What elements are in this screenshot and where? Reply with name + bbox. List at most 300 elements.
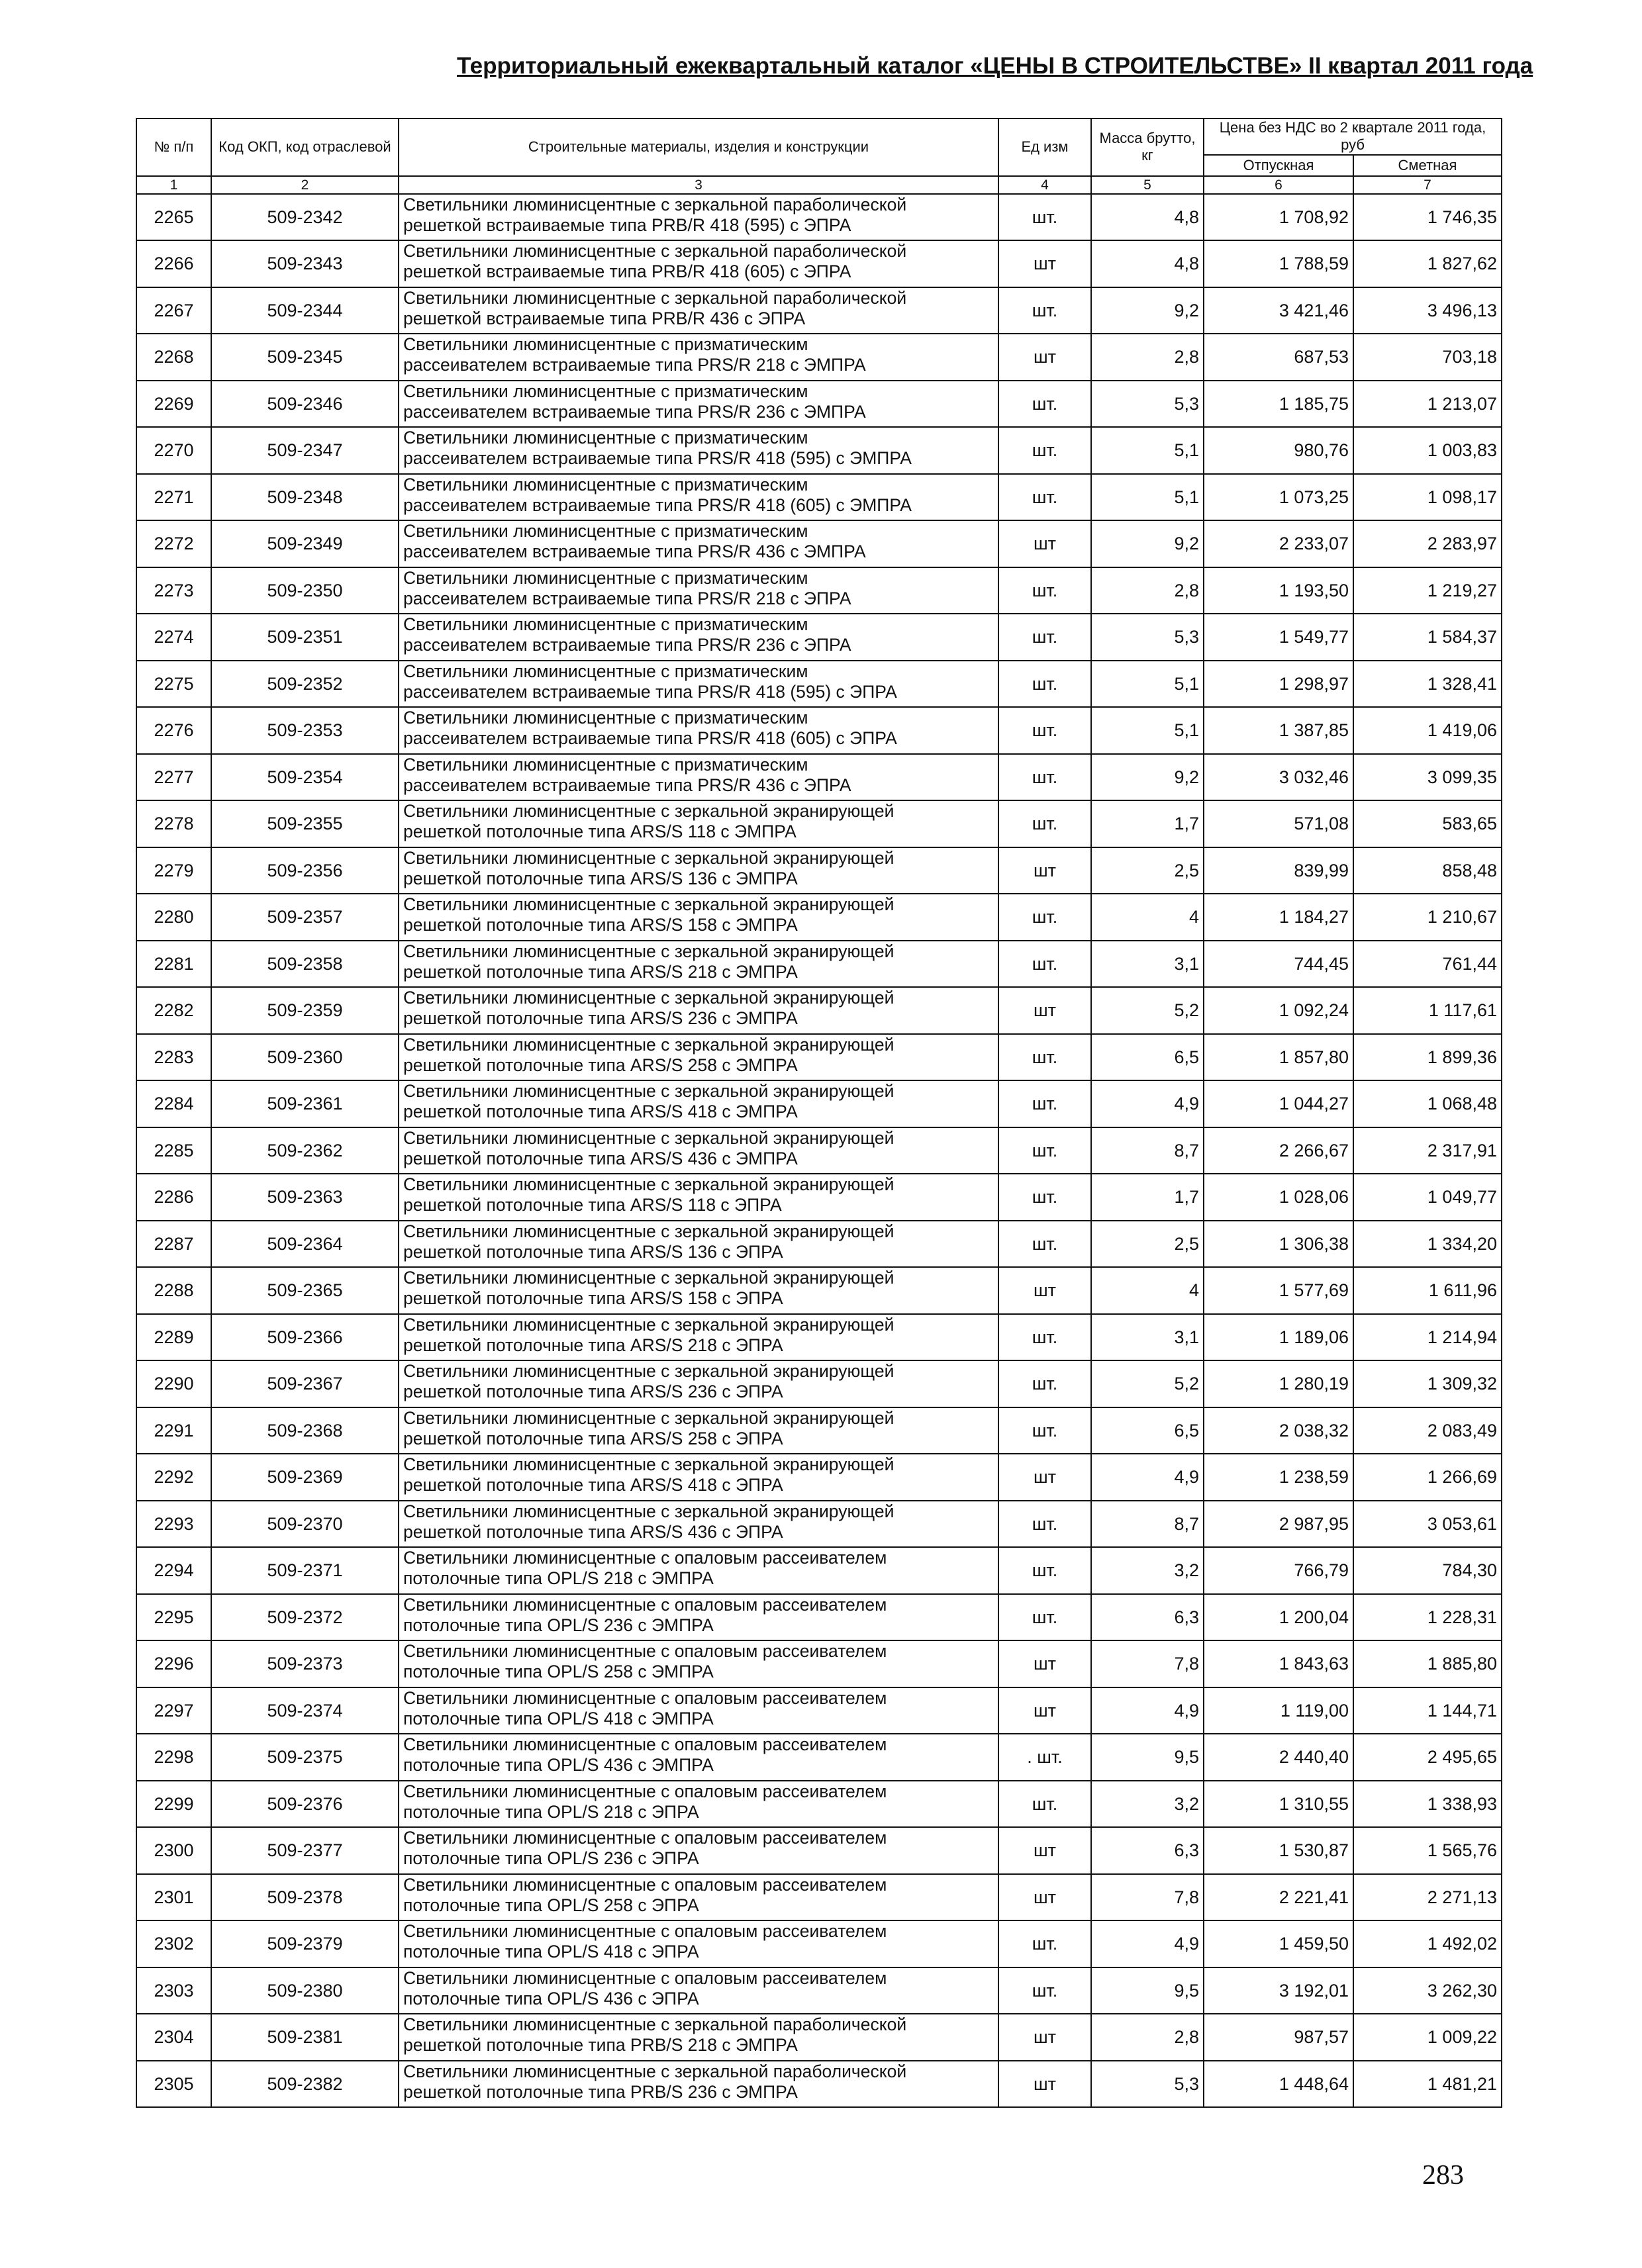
- row-description: [399, 614, 998, 661]
- description-line: решеткой потолочные типа ARS/S 436 с ЭМПРА: [403, 1148, 798, 1168]
- row-price-release: 2 233,07: [1204, 520, 1353, 567]
- row-unit: шт.: [998, 894, 1091, 941]
- table-row: [136, 1827, 1502, 1874]
- row-unit: шт.: [998, 1547, 1091, 1594]
- row-number: 2286: [136, 1174, 211, 1221]
- row-number: 2282: [136, 987, 211, 1034]
- description-line: Светильники люминисцентные с зеркальной экранирующей: [403, 1174, 894, 1195]
- row-code: 509-2363: [211, 1174, 399, 1221]
- table-row: [136, 800, 1502, 847]
- row-description: [399, 2061, 998, 2108]
- description-line: решеткой потолочные типа ARS/S 418 с ЭПРА: [403, 1475, 783, 1495]
- row-code: 509-2353: [211, 707, 399, 754]
- row-mass: 6,3: [1091, 1827, 1204, 1874]
- row-price-release: 987,57: [1204, 2014, 1353, 2061]
- row-code: 509-2343: [211, 240, 399, 287]
- table-row: [136, 194, 1502, 241]
- row-number: 2284: [136, 1080, 211, 1127]
- row-number: 2295: [136, 1594, 211, 1641]
- description-line: решеткой потолочные типа ARS/S 218 с ЭМПРА: [403, 961, 798, 982]
- header-price-estimate: Сметная: [1353, 155, 1502, 176]
- row-code: 509-2356: [211, 847, 399, 894]
- row-code: 509-2344: [211, 287, 399, 334]
- table-row: [136, 1034, 1502, 1081]
- description-line: рассеивателем встраиваемые типа PRS/R 218 с ЭМПРА: [403, 355, 866, 375]
- row-description: [399, 1221, 998, 1268]
- row-code: 509-2375: [211, 1734, 399, 1781]
- row-description: [399, 1127, 998, 1174]
- row-unit: шт.: [998, 1174, 1091, 1221]
- row-number: 2278: [136, 800, 211, 847]
- row-description: [399, 194, 998, 241]
- row-number: 2293: [136, 1501, 211, 1548]
- row-price-estimate: 1 144,71: [1353, 1687, 1502, 1734]
- table-row: [136, 614, 1502, 661]
- row-unit: шт.: [998, 194, 1091, 241]
- column-number: 7: [1353, 176, 1502, 194]
- description-line: рассеивателем встраиваемые типа PRS/R 418 (605) с ЭПРА: [403, 728, 897, 749]
- row-price-estimate: 1 219,27: [1353, 567, 1502, 614]
- table-row: [136, 334, 1502, 381]
- row-code: 509-2373: [211, 1640, 399, 1687]
- description-line: решеткой потолочные типа ARS/S 236 с ЭПРА: [403, 1382, 783, 1402]
- row-mass: 1,7: [1091, 800, 1204, 847]
- description-line: решеткой потолочные типа ARS/S 258 с ЭПРА: [403, 1428, 783, 1448]
- table-row: [136, 1920, 1502, 1967]
- row-price-release: 3 192,01: [1204, 1967, 1353, 2014]
- description-line: Светильники люминисцентные с опаловым рассеивателем: [403, 1594, 887, 1615]
- row-price-release: 1 708,92: [1204, 194, 1353, 241]
- description-line: Светильники люминисцентные с зеркальной экранирующей: [403, 1361, 894, 1382]
- row-price-estimate: 3 496,13: [1353, 287, 1502, 334]
- row-mass: 2,5: [1091, 1221, 1204, 1268]
- description-line: решеткой потолочные типа ARS/S 158 с ЭМПРА: [403, 915, 798, 935]
- row-unit: шт.: [998, 1920, 1091, 1967]
- row-mass: 9,2: [1091, 520, 1204, 567]
- row-mass: 4,9: [1091, 1920, 1204, 1967]
- description-line: Светильники люминисцентные с призматическим: [403, 567, 808, 588]
- row-price-release: 571,08: [1204, 800, 1353, 847]
- row-unit: шт.: [998, 1781, 1091, 1828]
- row-price-release: 766,79: [1204, 1547, 1353, 1594]
- description-line: решеткой потолочные типа ARS/S 136 с ЭПРА: [403, 1241, 783, 1262]
- row-price-estimate: 2 271,13: [1353, 1874, 1502, 1921]
- description-line: решеткой потолочные типа ARS/S 418 с ЭМПРА: [403, 1102, 798, 1122]
- description-line: Светильники люминисцентные с зеркальной параболической: [403, 287, 907, 308]
- column-number: 3: [399, 176, 998, 194]
- row-description: [399, 1407, 998, 1454]
- row-code: 509-2347: [211, 427, 399, 474]
- row-description: [399, 800, 998, 847]
- row-description: [399, 894, 998, 941]
- description-line: Светильники люминисцентные с призматическим: [403, 474, 808, 495]
- row-mass: 8,7: [1091, 1501, 1204, 1548]
- row-price-estimate: 784,30: [1353, 1547, 1502, 1594]
- description-line: решеткой потолочные типа ARS/S 258 с ЭМПРА: [403, 1055, 798, 1075]
- description-line: Светильники люминисцентные с зеркальной экранирующей: [403, 1127, 894, 1148]
- description-line: потолочные типа OPL/S 218 с ЭМПРА: [403, 1568, 714, 1589]
- row-price-release: 2 038,32: [1204, 1407, 1353, 1454]
- row-price-release: 1 044,27: [1204, 1080, 1353, 1127]
- table-row: [136, 2014, 1502, 2061]
- description-line: Светильники люминисцентные с опаловым рассеивателем: [403, 1548, 887, 1568]
- row-price-release: 1 788,59: [1204, 240, 1353, 287]
- row-number: 2292: [136, 1454, 211, 1501]
- row-price-estimate: 1 899,36: [1353, 1034, 1502, 1081]
- row-price-release: 1 448,64: [1204, 2061, 1353, 2108]
- row-code: 509-2351: [211, 614, 399, 661]
- row-mass: 2,8: [1091, 567, 1204, 614]
- row-price-release: 2 266,67: [1204, 1127, 1353, 1174]
- table-row: [136, 381, 1502, 428]
- row-price-release: 1 185,75: [1204, 381, 1353, 428]
- row-code: 509-2376: [211, 1781, 399, 1828]
- header-unit: Ед изм: [998, 118, 1091, 176]
- description-line: Светильники люминисцентные с зеркальной экранирующей: [403, 1501, 894, 1521]
- row-price-estimate: 858,48: [1353, 847, 1502, 894]
- row-code: 509-2380: [211, 1967, 399, 2014]
- row-description: [399, 754, 998, 801]
- row-number: 2280: [136, 894, 211, 941]
- row-price-estimate: 703,18: [1353, 334, 1502, 381]
- description-line: рассеивателем встраиваемые типа PRS/R 236 с ЭПРА: [403, 635, 851, 655]
- row-mass: 6,3: [1091, 1594, 1204, 1641]
- row-description: [399, 427, 998, 474]
- table-row: [136, 847, 1502, 894]
- row-unit: шт: [998, 987, 1091, 1034]
- row-number: 2290: [136, 1360, 211, 1407]
- row-code: 509-2372: [211, 1594, 399, 1641]
- row-number: 2275: [136, 661, 211, 708]
- row-code: 509-2370: [211, 1501, 399, 1548]
- row-description: [399, 1267, 998, 1314]
- row-mass: 5,2: [1091, 987, 1204, 1034]
- description-line: Светильники люминисцентные с призматическим: [403, 428, 808, 448]
- row-unit: шт: [998, 240, 1091, 287]
- header-price-release: Отпускная: [1204, 155, 1353, 176]
- row-number: 2269: [136, 381, 211, 428]
- row-unit: шт.: [998, 941, 1091, 988]
- row-price-estimate: 2 083,49: [1353, 1407, 1502, 1454]
- row-description: [399, 1547, 998, 1594]
- row-description: [399, 1781, 998, 1828]
- row-code: 509-2349: [211, 520, 399, 567]
- row-mass: 4,9: [1091, 1080, 1204, 1127]
- row-unit: шт.: [998, 661, 1091, 708]
- row-unit: шт.: [998, 1501, 1091, 1548]
- table-row: [136, 1454, 1502, 1501]
- table-row: [136, 1734, 1502, 1781]
- row-unit: шт: [998, 1454, 1091, 1501]
- row-price-release: 2 440,40: [1204, 1734, 1353, 1781]
- row-mass: 8,7: [1091, 1127, 1204, 1174]
- table-row: [136, 1267, 1502, 1314]
- table-row: [136, 2061, 1502, 2108]
- row-number: 2266: [136, 240, 211, 287]
- row-mass: 5,1: [1091, 474, 1204, 521]
- row-unit: шт: [998, 2061, 1091, 2108]
- description-line: потолочные типа OPL/S 236 с ЭПРА: [403, 1848, 699, 1869]
- row-unit: шт.: [998, 1407, 1091, 1454]
- header-mass: Масса брутто, кг: [1091, 118, 1204, 176]
- row-price-estimate: 2 317,91: [1353, 1127, 1502, 1174]
- row-price-estimate: 761,44: [1353, 941, 1502, 988]
- description-line: рассеивателем встраиваемые типа PRS/R 418 (595) с ЭПРА: [403, 681, 897, 702]
- description-line: потолочные типа OPL/S 218 с ЭПРА: [403, 1801, 699, 1822]
- row-number: 2288: [136, 1267, 211, 1314]
- description-line: Светильники люминисцентные с зеркальной экранирующей: [403, 1407, 894, 1428]
- description-line: потолочные типа OPL/S 418 с ЭПРА: [403, 1942, 699, 1962]
- row-code: 509-2382: [211, 2061, 399, 2108]
- table-row: [136, 474, 1502, 521]
- table-row: [136, 661, 1502, 708]
- row-number: 2287: [136, 1221, 211, 1268]
- row-description: [399, 661, 998, 708]
- row-price-estimate: 1 584,37: [1353, 614, 1502, 661]
- row-description: [399, 1827, 998, 1874]
- description-line: Светильники люминисцентные с призматическим: [403, 708, 808, 728]
- column-number: 2: [211, 176, 399, 194]
- row-price-release: 1 857,80: [1204, 1034, 1353, 1081]
- description-line: Светильники люминисцентные с зеркальной экранирующей: [403, 847, 894, 868]
- table-row: [136, 1967, 1502, 2014]
- row-code: 509-2352: [211, 661, 399, 708]
- row-price-estimate: 1 334,20: [1353, 1221, 1502, 1268]
- table-row: [136, 1407, 1502, 1454]
- row-price-estimate: 1 611,96: [1353, 1267, 1502, 1314]
- description-line: Светильники люминисцентные с зеркальной экранирующей: [403, 1268, 894, 1288]
- row-mass: 4,9: [1091, 1454, 1204, 1501]
- row-price-estimate: 1 210,67: [1353, 894, 1502, 941]
- row-price-estimate: 1 098,17: [1353, 474, 1502, 521]
- row-price-estimate: 1 049,77: [1353, 1174, 1502, 1221]
- row-price-release: 1 577,69: [1204, 1267, 1353, 1314]
- table-row: [136, 240, 1502, 287]
- table-row: [136, 1221, 1502, 1268]
- row-unit: шт: [998, 334, 1091, 381]
- description-line: потолочные типа OPL/S 436 с ЭМПРА: [403, 1755, 714, 1775]
- row-code: 509-2379: [211, 1920, 399, 1967]
- row-price-release: 1 549,77: [1204, 614, 1353, 661]
- row-unit: шт.: [998, 800, 1091, 847]
- row-price-estimate: 1 338,93: [1353, 1781, 1502, 1828]
- row-mass: 3,2: [1091, 1781, 1204, 1828]
- row-description: [399, 1034, 998, 1081]
- row-number: 2273: [136, 567, 211, 614]
- description-line: решеткой потолочные типа ARS/S 218 с ЭПРА: [403, 1335, 783, 1355]
- row-number: 2268: [136, 334, 211, 381]
- description-line: решеткой потолочные типа ARS/S 136 с ЭМПРА: [403, 868, 798, 888]
- description-line: Светильники люминисцентные с зеркальной экранирующей: [403, 801, 894, 822]
- description-line: решеткой потолочные типа ARS/S 436 с ЭПРА: [403, 1521, 783, 1542]
- row-price-release: 2 221,41: [1204, 1874, 1353, 1921]
- description-line: потолочные типа OPL/S 436 с ЭПРА: [403, 1988, 699, 2008]
- row-code: 509-2360: [211, 1034, 399, 1081]
- description-line: решеткой встраиваемые типа PRB/R 418 (595) с ЭПРА: [403, 214, 851, 235]
- row-mass: 4: [1091, 1267, 1204, 1314]
- row-description: [399, 847, 998, 894]
- description-line: Светильники люминисцентные с зеркальной параболической: [403, 241, 907, 261]
- row-number: 2298: [136, 1734, 211, 1781]
- row-price-release: 1 306,38: [1204, 1221, 1353, 1268]
- description-line: Светильники люминисцентные с зеркальной экранирующей: [403, 1034, 894, 1055]
- row-code: 509-2362: [211, 1127, 399, 1174]
- description-line: Светильники люминисцентные с зеркальной экранирующей: [403, 1454, 894, 1475]
- row-mass: 4,8: [1091, 240, 1204, 287]
- row-price-release: 980,76: [1204, 427, 1353, 474]
- row-price-estimate: 1 328,41: [1353, 661, 1502, 708]
- row-price-release: 1 530,87: [1204, 1827, 1353, 1874]
- row-mass: 5,3: [1091, 381, 1204, 428]
- description-line: Светильники люминисцентные с зеркальной экранирующей: [403, 894, 894, 915]
- row-price-release: 687,53: [1204, 334, 1353, 381]
- row-description: [399, 1967, 998, 2014]
- row-code: 509-2354: [211, 754, 399, 801]
- description-line: Светильники люминисцентные с опаловым рассеивателем: [403, 1687, 887, 1708]
- table-row: [136, 1640, 1502, 1687]
- description-line: Светильники люминисцентные с опаловым рассеивателем: [403, 1921, 887, 1942]
- row-price-release: 1 119,00: [1204, 1687, 1353, 1734]
- description-line: рассеивателем встраиваемые типа PRS/R 418 (595) с ЭМПРА: [403, 448, 912, 469]
- table-row: [136, 287, 1502, 334]
- row-unit: шт: [998, 1640, 1091, 1687]
- column-number: 6: [1204, 176, 1353, 194]
- row-code: 509-2367: [211, 1360, 399, 1407]
- description-line: Светильники люминисцентные с опаловым рассеивателем: [403, 1874, 887, 1895]
- table-row: [136, 1127, 1502, 1174]
- description-line: Светильники люминисцентные с опаловым рассеивателем: [403, 1828, 887, 1848]
- row-code: 509-2369: [211, 1454, 399, 1501]
- row-number: 2281: [136, 941, 211, 988]
- row-code: 509-2350: [211, 567, 399, 614]
- row-number: 2283: [136, 1034, 211, 1081]
- page-number: 283: [1422, 2160, 1464, 2191]
- row-mass: 5,3: [1091, 614, 1204, 661]
- row-price-release: 1 200,04: [1204, 1594, 1353, 1641]
- row-price-estimate: 3 099,35: [1353, 754, 1502, 801]
- description-line: Светильники люминисцентные с опаловым рассеивателем: [403, 1781, 887, 1801]
- row-code: 509-2355: [211, 800, 399, 847]
- row-unit: шт.: [998, 474, 1091, 521]
- row-mass: 2,8: [1091, 2014, 1204, 2061]
- row-unit: шт: [998, 520, 1091, 567]
- row-code: 509-2348: [211, 474, 399, 521]
- row-price-estimate: 1 117,61: [1353, 987, 1502, 1034]
- row-code: 509-2381: [211, 2014, 399, 2061]
- table-row: [136, 1687, 1502, 1734]
- row-mass: 4,9: [1091, 1687, 1204, 1734]
- column-number: 1: [136, 176, 211, 194]
- row-unit: шт.: [998, 1034, 1091, 1081]
- description-line: рассеивателем встраиваемые типа PRS/R 436 с ЭМПРА: [403, 542, 866, 562]
- row-price-estimate: 1 003,83: [1353, 427, 1502, 474]
- row-mass: 5,2: [1091, 1360, 1204, 1407]
- row-description: [399, 1360, 998, 1407]
- row-price-estimate: 1 214,94: [1353, 1314, 1502, 1361]
- row-price-estimate: 1 885,80: [1353, 1640, 1502, 1687]
- row-unit: шт.: [998, 754, 1091, 801]
- description-line: решеткой потолочные типа PRB/S 236 с ЭМПРА: [403, 2081, 798, 2102]
- description-line: рассеивателем встраиваемые типа PRS/R 436 с ЭПРА: [403, 775, 851, 795]
- row-description: [399, 1640, 998, 1687]
- row-price-estimate: 1 068,48: [1353, 1080, 1502, 1127]
- description-line: Светильники люминисцентные с зеркальной экранирующей: [403, 1221, 894, 1241]
- row-mass: 3,2: [1091, 1547, 1204, 1594]
- description-line: Светильники люминисцентные с призматическим: [403, 521, 808, 542]
- row-unit: шт.: [998, 1360, 1091, 1407]
- row-unit: шт.: [998, 381, 1091, 428]
- row-unit: шт: [998, 847, 1091, 894]
- row-unit: . шт.: [998, 1734, 1091, 1781]
- row-price-release: 1 193,50: [1204, 567, 1353, 614]
- row-unit: шт.: [998, 1594, 1091, 1641]
- description-line: Светильники люминисцентные с зеркальной экранирующей: [403, 1081, 894, 1102]
- row-description: [399, 1174, 998, 1221]
- row-mass: 2,5: [1091, 847, 1204, 894]
- table-row: [136, 1547, 1502, 1594]
- row-price-release: 3 032,46: [1204, 754, 1353, 801]
- description-line: решеткой потолочные типа ARS/S 158 с ЭПРА: [403, 1288, 783, 1309]
- row-unit: шт: [998, 2014, 1091, 2061]
- row-mass: 6,5: [1091, 1407, 1204, 1454]
- row-description: [399, 334, 998, 381]
- row-number: 2272: [136, 520, 211, 567]
- description-line: потолочные типа OPL/S 258 с ЭПРА: [403, 1895, 699, 1915]
- row-description: [399, 2014, 998, 2061]
- description-line: решеткой потолочные типа ARS/S 118 с ЭПРА: [403, 1195, 782, 1215]
- row-number: 2279: [136, 847, 211, 894]
- row-code: 509-2359: [211, 987, 399, 1034]
- row-number: 2297: [136, 1687, 211, 1734]
- row-unit: шт.: [998, 287, 1091, 334]
- row-unit: шт: [998, 1874, 1091, 1921]
- table-row: [136, 1360, 1502, 1407]
- row-description: [399, 240, 998, 287]
- row-code: 509-2346: [211, 381, 399, 428]
- row-unit: шт.: [998, 567, 1091, 614]
- header-materials: Строительные материалы, изделия и конструкции: [399, 118, 998, 176]
- table-row: [136, 520, 1502, 567]
- row-description: [399, 1501, 998, 1548]
- row-number: 2285: [136, 1127, 211, 1174]
- row-number: 2302: [136, 1920, 211, 1967]
- row-number: 2277: [136, 754, 211, 801]
- row-number: 2305: [136, 2061, 211, 2108]
- description-line: Светильники люминисцентные с призматическим: [403, 614, 808, 635]
- row-description: [399, 520, 998, 567]
- table-row: [136, 707, 1502, 754]
- row-description: [399, 1080, 998, 1127]
- row-price-release: 744,45: [1204, 941, 1353, 988]
- description-line: решеткой потолочные типа ARS/S 236 с ЭМПРА: [403, 1008, 798, 1029]
- description-line: Светильники люминисцентные с зеркальной экранирующей: [403, 1314, 894, 1335]
- table-row: [136, 1594, 1502, 1641]
- row-price-release: 839,99: [1204, 847, 1353, 894]
- row-price-estimate: 1 228,31: [1353, 1594, 1502, 1641]
- header-num: № п/п: [136, 118, 211, 176]
- row-number: 2299: [136, 1781, 211, 1828]
- price-table: [136, 118, 1502, 2108]
- table-row: [136, 1781, 1502, 1828]
- row-unit: шт.: [998, 1967, 1091, 2014]
- row-mass: 9,5: [1091, 1734, 1204, 1781]
- row-price-release: 1 028,06: [1204, 1174, 1353, 1221]
- description-line: решеткой встраиваемые типа PRB/R 418 (605) с ЭПРА: [403, 261, 851, 282]
- table-row: [136, 894, 1502, 941]
- row-code: 509-2368: [211, 1407, 399, 1454]
- row-mass: 3,1: [1091, 941, 1204, 988]
- page-title: Территориальный ежеквартальный каталог «ЦЕНЫ В СТРОИТЕЛЬСТВЕ» II квартал 2011 года: [457, 53, 1533, 79]
